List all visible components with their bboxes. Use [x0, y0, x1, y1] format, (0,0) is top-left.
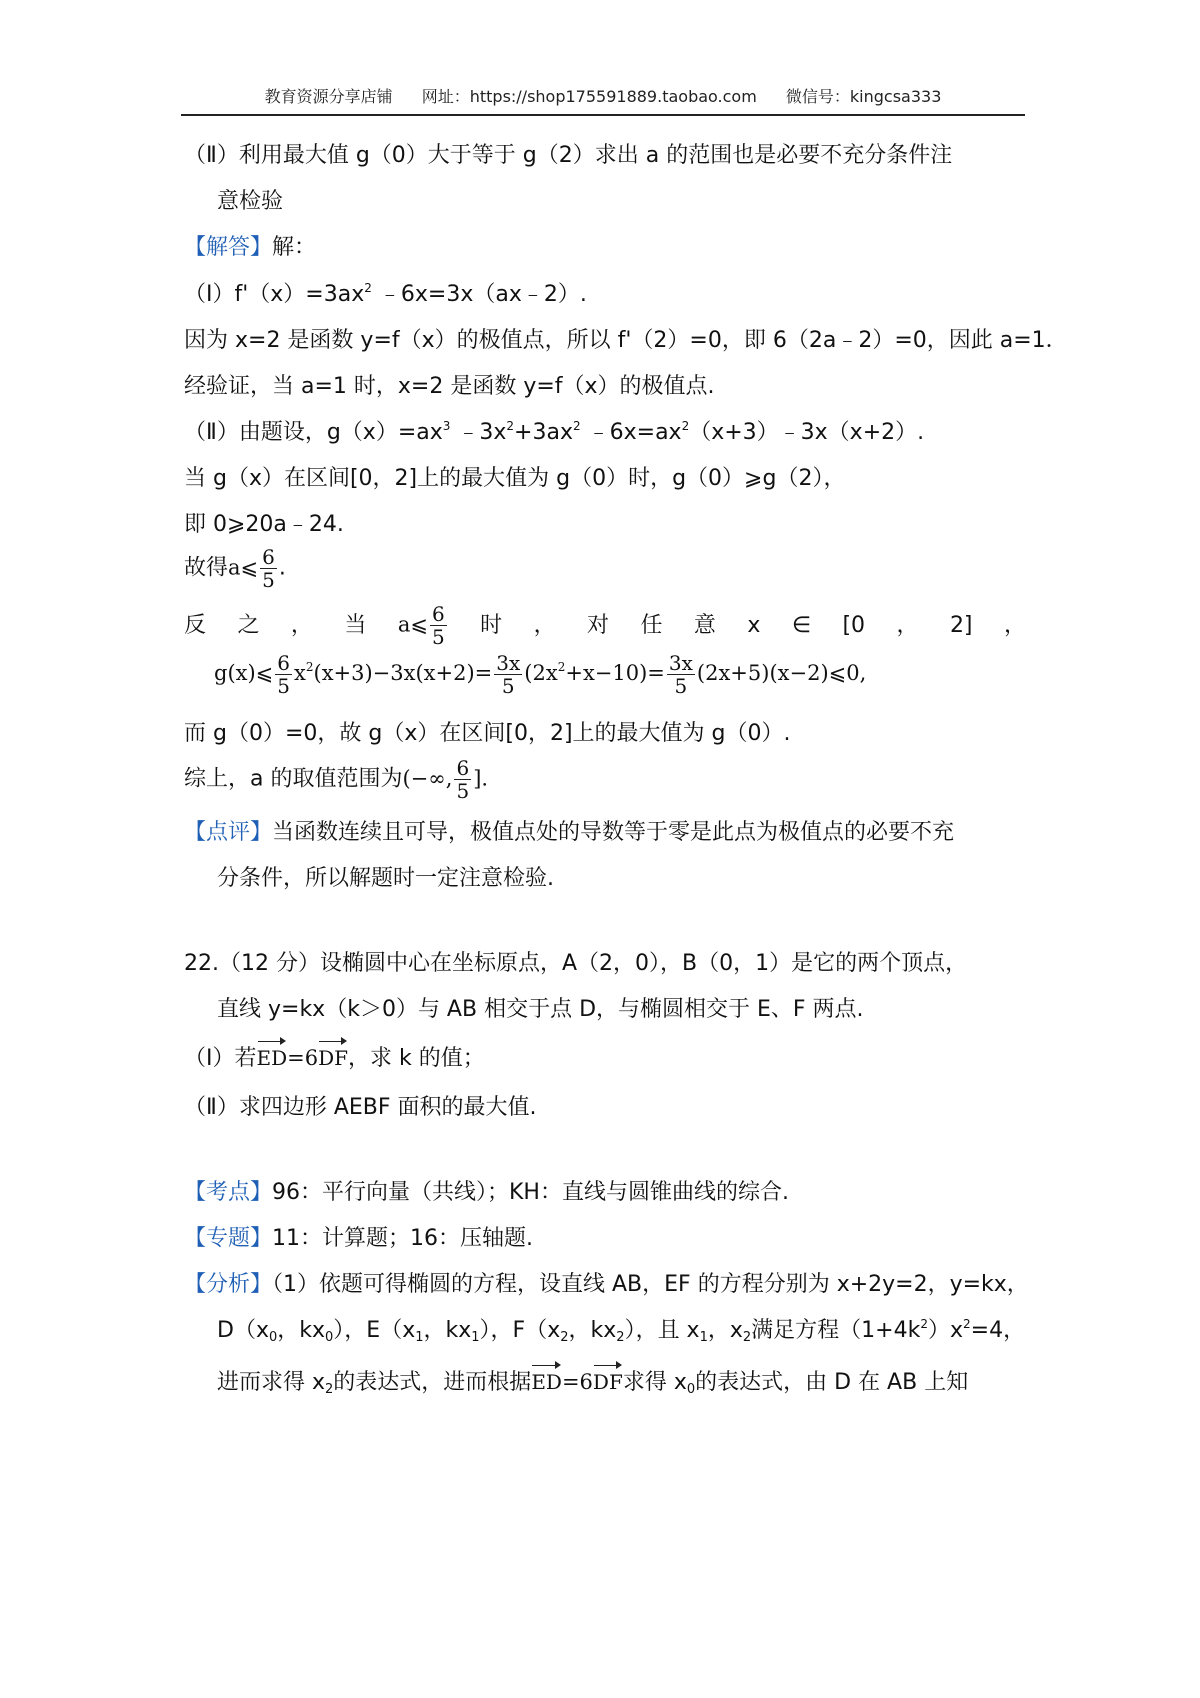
comment-line2: 分条件，所以解题时一定注意检验.	[217, 866, 554, 891]
converse-rest-2: 对	[587, 612, 610, 638]
converse-rest-10: ，	[1003, 612, 1026, 638]
fenxi-line3: 进而求得 $x_2$的表达式，进而根据ED=6DF求得 $x_0$的表达式，由 D 在 AB 上知	[217, 1367, 968, 1398]
converse-rest-7: [0	[842, 612, 866, 638]
header-shop: 教育资源分享店铺	[264, 87, 393, 106]
problem-22-part1: （Ⅰ）若ED=6DF，求 k 的值；	[184, 1043, 485, 1074]
vector-df: DF	[318, 1043, 348, 1073]
vector-ed: ED	[257, 1043, 288, 1073]
kaodian-tag: 【考点】	[184, 1180, 273, 1205]
kaodian-line: 【考点】96：平行向量（共线）；KH：直线与圆锥曲线的综合.	[184, 1180, 789, 1205]
answer-text: 解：	[272, 235, 317, 260]
converse-rest-4: 意	[693, 612, 716, 638]
max-condition-line: 当 g（x）在区间[0，2]上的最大值为 g（0）时，g（0）⩾g（2），	[184, 466, 846, 491]
fenxi-line1: 【分析】（1）依题可得椭圆的方程，设直线 AB，EF 的方程分别为 x+2y=2，y=kx，	[184, 1272, 1029, 1297]
converse-word-3: 当	[344, 612, 367, 638]
answer-tag: 【解答】	[184, 235, 273, 260]
converse-rest-1: ，	[533, 612, 556, 638]
converse-word-1: 之	[237, 612, 260, 638]
result-line: 故得a⩽ $\frac{6}{5}$ .	[184, 545, 286, 592]
g0-max-line: 而 g（0）=0，故 g（x）在区间[0，2]上的最大值为 g（0）.	[184, 721, 791, 746]
problem-22-line1: 22.（12 分）设椭圆中心在坐标原点，A（2，0），B（0，1）是它的两个顶点，	[184, 951, 968, 976]
analysis-2-line1: （Ⅱ）利用最大值 g（0）大于等于 g（2）求出 a 的范围也是必要不充分条件注	[184, 143, 953, 168]
converse-rest-3: 任	[640, 612, 663, 638]
converse-rest-8: ，	[896, 612, 919, 638]
inequality-line: 即 0⩾20a﹣24.	[184, 512, 344, 537]
converse-word-0: 反	[184, 612, 207, 638]
header-wechat: 微信号：kingcsa333	[785, 87, 942, 106]
verify-line: 经验证，当 a=1 时，x=2 是函数 y=f（x）的极值点.	[184, 374, 715, 399]
zhuanti-tag: 【专题】	[184, 1226, 273, 1251]
converse-line	[184, 603, 1026, 648]
fraction-6-5: $\frac{6}{5}$	[262, 545, 275, 592]
problem-22-part2: （Ⅱ）求四边形 AEBF 面积的最大值.	[184, 1095, 537, 1120]
answer-heading	[184, 233, 316, 263]
fenxi-tag: 【分析】	[184, 1272, 273, 1297]
converse-rest-9: 2]	[949, 612, 973, 638]
g-definition-line: （Ⅱ）由题设，$g(x)=ax^3$ $﹣3x^2+3ax^2$ $﹣6x=ax^2(x+3)﹣3x(x+2)$.	[184, 419, 925, 445]
problem-22-line2: 直线 y=kx（k＞0）与 AB 相交于点 D，与椭圆相交于 E、F 两点.	[217, 997, 864, 1022]
header-url: 网址：https://shop175591889.taobao.com	[421, 87, 757, 106]
converse-rest-5: x	[747, 612, 761, 638]
fenxi-line2: $D(x_0$，$kx_0$），$E(x_1$，$kx_1$），$F(x_2$，$kx_2$），且 $x_1$，$x_2$满足方程$(1+4k^2)x^2=4$，	[217, 1317, 1026, 1345]
zhuanti-line: 【专题】11：计算题；16：压轴题.	[184, 1226, 533, 1251]
converse-rest-0: 时	[480, 612, 503, 638]
converse-condition: a⩽ $\frac{6}{5}$	[397, 602, 445, 649]
g-bound-formula: g(x)⩽ $\frac{6}{5}$ $x^2(x+3)-3x(x+2)=$ $\frac{3x}{5}$ $(2x^2+x-10)=$ $\frac{3x}{5}$ (2x+5)(x−2)⩽0,	[214, 651, 867, 698]
page-header	[181, 84, 1025, 116]
range-line: 综上，a 的取值范围为(−∞, $\frac{6}{5}$ ].	[184, 756, 489, 803]
derivative-line: $(Ⅰ)f'(x)=3ax^2$ ﹣6x=3x（ax﹣2）.	[184, 281, 587, 307]
converse-word-2: ，	[290, 612, 313, 638]
extremum-line: 因为 x=2 是函数 y=f（x）的极值点，所以 f'（2）=0，即 6（2a﹣2）=0，因此 a=1．	[184, 328, 1068, 353]
analysis-2-line2: 意检验	[217, 189, 284, 214]
comment-line1: 【点评】当函数连续且可导，极值点处的导数等于零是此点为极值点的必要不充	[184, 820, 955, 845]
converse-rest-6: ∈	[791, 612, 812, 638]
comment-tag: 【点评】	[184, 820, 273, 845]
